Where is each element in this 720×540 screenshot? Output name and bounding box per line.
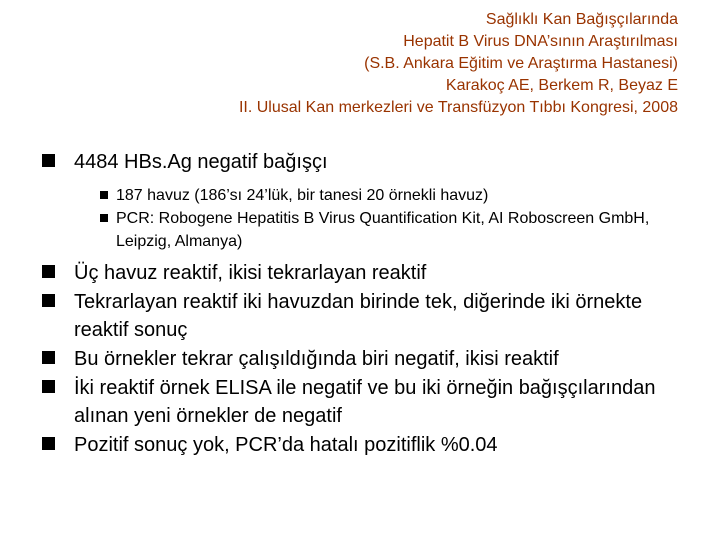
slide-header	[58, 9, 678, 119]
bullet-text: Tekrarlayan reaktif iki havuzdan birinde tek, diğerinde iki örnekte reaktif sonuç	[74, 291, 643, 341]
bullet-text: 4484 HBs.Ag negatif bağışçı	[74, 151, 328, 173]
sub-bullet-item	[74, 184, 682, 207]
bullet-text: Bu örnekler tekrar çalışıldığında biri negatif, ikisi reaktif	[74, 348, 559, 370]
square-bullet-icon	[42, 265, 55, 278]
bullet-text: İki reaktif örnek ELISA ile negatif ve bu iki örneğin bağışçılarından alınan yeni örnekler de negatif	[74, 377, 656, 427]
header-congress: II. Ulusal Kan merkezleri ve Transfüzyon Tıbbı Kongresi, 2008	[238, 99, 678, 116]
sub-bullet-text: PCR: Robogene Hepatitis B Virus Quantification Kit, AI Roboscreen GmbH, Leipzig, Almanya)	[116, 210, 650, 250]
sub-bullet-list	[74, 184, 682, 253]
square-bullet-icon	[42, 437, 55, 450]
square-bullet-icon	[42, 351, 55, 364]
square-bullet-icon	[42, 154, 55, 167]
header-authors: Karakoç AE, Berkem R, Beyaz E	[445, 77, 678, 94]
bullet-item	[42, 431, 682, 459]
square-bullet-icon	[100, 191, 108, 199]
header-institution: (S.B. Ankara Eğitim ve Araştırma Hastanesi)	[364, 55, 678, 72]
header-subtitle: Hepatit B Virus DNA’sının Araştırılması	[403, 33, 678, 50]
bullet-item	[42, 374, 682, 430]
bullet-text: Pozitif sonuç yok, PCR’da hatalı pozitiflik %0.04	[74, 434, 498, 456]
bullet-text: Üç havuz reaktif, ikisi tekrarlayan reaktif	[74, 262, 427, 284]
bullet-item	[42, 345, 682, 373]
slide-bullet-list	[42, 148, 682, 459]
square-bullet-icon	[100, 214, 108, 222]
square-bullet-icon	[42, 294, 55, 307]
bullet-item	[42, 288, 682, 344]
bullet-item	[42, 148, 682, 253]
sub-bullet-text: 187 havuz (186’sı 24’lük, bir tanesi 20 örnekli havuz)	[116, 187, 489, 204]
header-title: Sağlıklı Kan Bağışçılarında	[485, 11, 678, 28]
sub-bullet-item	[74, 207, 682, 253]
bullet-item	[42, 259, 682, 287]
square-bullet-icon	[42, 380, 55, 393]
